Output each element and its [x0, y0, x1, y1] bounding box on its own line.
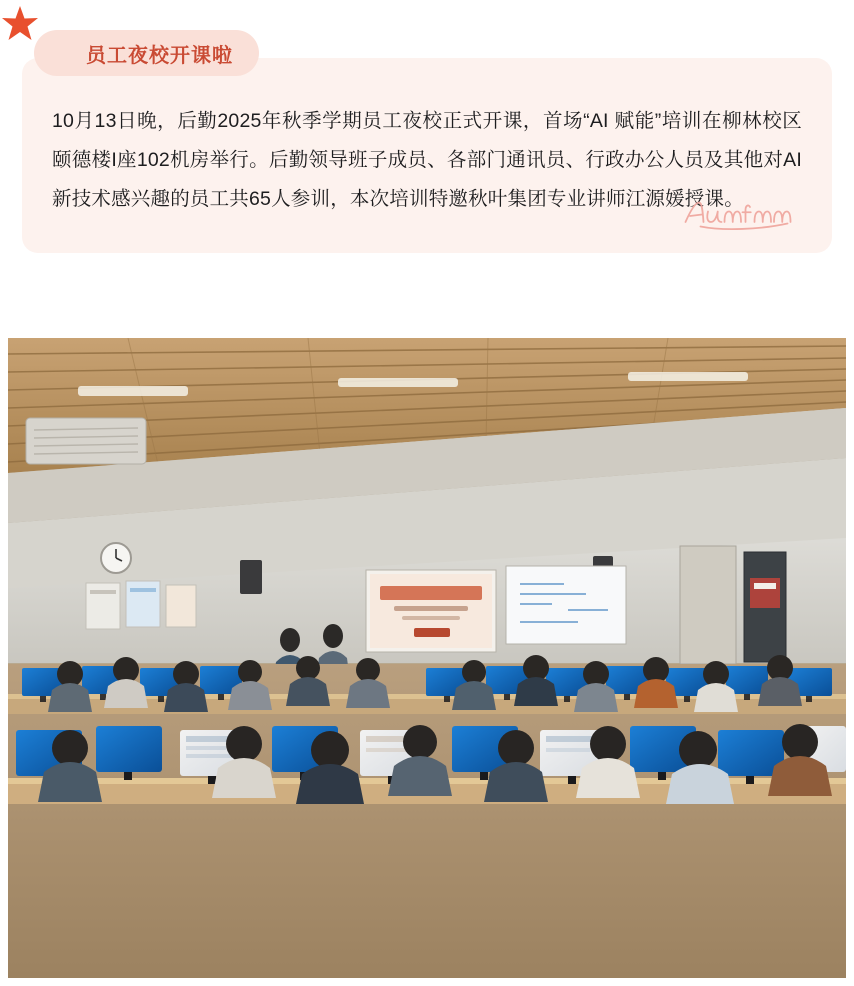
article-badge	[34, 30, 259, 76]
article-body-text: 10月13日晚，后勤2025年秋季学期员工夜校正式开课，首场“AI 赋能”培训在柳林校区颐德楼I座102机房举行。后勤领导班子成员、各部门通讯员、行政办公人员及其他对AI新技术感兴趣的员工共65人参训，本次培训特邀秋叶集团专业讲师江源媛授课。	[52, 110, 802, 210]
star-icon	[0, 4, 40, 44]
article-card	[22, 58, 832, 253]
autumn-signature	[678, 189, 798, 237]
training-photo	[8, 338, 846, 978]
article-badge-label: 员工夜校开课啦	[86, 44, 233, 67]
